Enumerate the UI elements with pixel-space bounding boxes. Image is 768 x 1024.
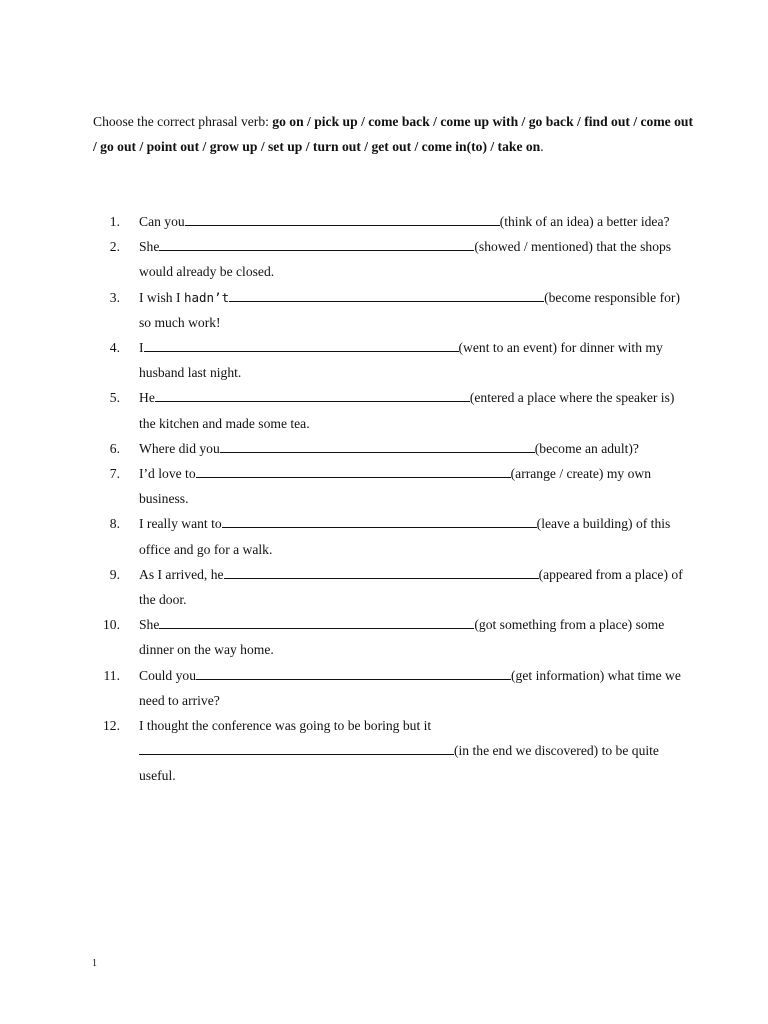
answer-blank[interactable] — [139, 740, 454, 755]
item-sentence — [139, 461, 684, 511]
exercise-item — [0, 511, 768, 561]
sentence-word: hadn’t — [183, 289, 230, 305]
answer-blank[interactable] — [159, 614, 474, 629]
item-sentence — [139, 612, 684, 662]
item-number: 7. — [109, 466, 120, 482]
sentence-start: She — [139, 617, 160, 633]
item-number: 8. — [109, 516, 120, 532]
item-sentence — [139, 335, 684, 385]
sentence-start: I wish I — [139, 289, 184, 305]
item-sentence — [139, 285, 684, 335]
answer-blank[interactable] — [229, 287, 544, 302]
sentence-hint: (went to an event) for dinner with my husband last night. — [139, 340, 663, 381]
exercise-item — [0, 285, 768, 335]
exercise-item — [0, 436, 768, 461]
item-number: 11. — [103, 667, 120, 683]
sentence-start: He — [139, 390, 155, 406]
answer-blank[interactable] — [224, 564, 539, 579]
item-sentence — [139, 511, 684, 561]
exercise-item — [0, 461, 768, 511]
exercise-item — [0, 335, 768, 385]
page-number: 1 — [92, 958, 97, 969]
sentence-start: Can you — [139, 214, 185, 229]
exercise-item — [0, 713, 768, 789]
item-sentence — [139, 663, 684, 713]
item-sentence — [139, 234, 684, 284]
answer-blank[interactable] — [220, 438, 535, 453]
sentence-start: As I arrived, he — [139, 566, 224, 582]
exercise-item — [0, 385, 768, 435]
item-number: 6. — [109, 440, 120, 456]
instructions-suffix: . — [540, 139, 544, 155]
exercise-item — [0, 234, 768, 284]
exercise-item — [0, 209, 768, 234]
answer-blank[interactable] — [196, 463, 511, 478]
exercise-list — [0, 209, 768, 789]
phrasal-verb-list: go on / pick up / come back / come up with / go back / find out / come out / go out / point out / grow up / set up / turn out / get out / come in(to) / take on — [93, 114, 693, 155]
sentence-hint: (become an adult)? — [534, 440, 639, 456]
item-number: 12. — [103, 718, 120, 734]
answer-blank[interactable] — [144, 337, 459, 352]
item-sentence — [139, 209, 684, 234]
exercise-item — [0, 612, 768, 662]
sentence-start: I really want to — [139, 516, 222, 532]
instructions-prefix: Choose the correct phrasal verb: — [93, 114, 273, 129]
item-number: 3. — [109, 289, 120, 305]
item-sentence — [139, 562, 684, 612]
answer-blank[interactable] — [159, 236, 474, 251]
answer-blank[interactable] — [155, 387, 470, 402]
item-number: 10. — [103, 617, 120, 633]
answer-blank[interactable] — [222, 513, 537, 528]
sentence-hint: (in the end we discovered) to be quite useful. — [139, 743, 659, 784]
item-sentence — [139, 436, 684, 461]
sentence-hint: (showed / mentioned) that the shops would already be closed. — [139, 239, 672, 280]
sentence-start: I thought the conference was going to be boring but it — [139, 718, 432, 734]
sentence-hint: (become responsible for) so much work! — [139, 289, 680, 330]
item-number: 4. — [109, 340, 120, 356]
item-number: 2. — [109, 239, 120, 255]
item-sentence — [139, 713, 684, 789]
sentence-start: Could you — [139, 667, 197, 683]
sentence-hint: (entered a place where the speaker is) the kitchen and made some tea. — [139, 390, 675, 431]
exercise-item — [0, 562, 768, 612]
sentence-hint: (arrange / create) my own business. — [139, 466, 652, 507]
answer-blank[interactable] — [196, 665, 511, 680]
exercise-item — [0, 663, 768, 713]
answer-blank[interactable] — [185, 211, 500, 226]
item-number: 9. — [109, 566, 120, 582]
instructions — [93, 109, 693, 160]
sentence-start: I’d love to — [139, 466, 196, 482]
item-sentence — [139, 385, 684, 435]
item-number: 5. — [109, 390, 120, 406]
sentence-hint: (appeared from a place) of the door. — [139, 566, 683, 608]
sentence-hint: (get information) what time we need to arrive? — [139, 667, 681, 708]
sentence-start: Where did you — [139, 440, 220, 456]
sentence-start: I — [139, 340, 144, 356]
sentence-hint: (leave a building) of this office and go for a walk. — [139, 516, 671, 557]
item-number: 1. — [109, 214, 120, 229]
sentence-hint: (think of an idea) a better idea? — [499, 214, 670, 229]
sentence-hint: (got something from a place) some dinner on the way home. — [139, 617, 665, 658]
sentence-start: She — [139, 239, 160, 255]
